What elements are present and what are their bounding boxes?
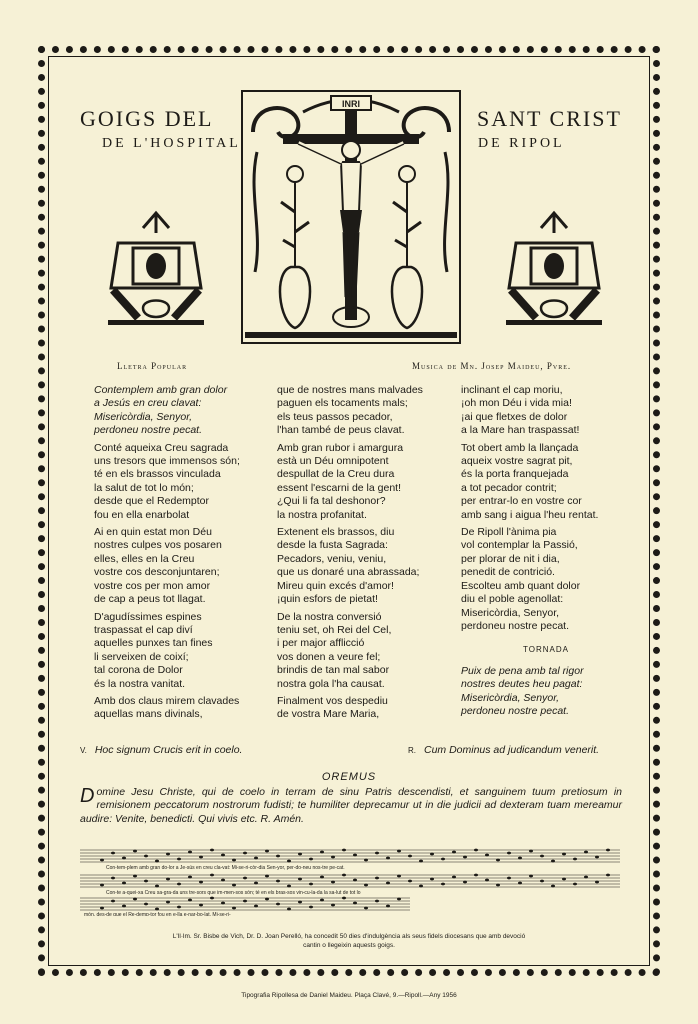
note-head (287, 885, 291, 888)
note-head (419, 885, 423, 888)
poem-column-3 (461, 384, 631, 722)
note-head (210, 874, 214, 877)
verse-line: Misericòrdia, Senyor, (94, 410, 193, 423)
verse-line: Escolteu amb quant dolor (461, 579, 581, 592)
stanza (277, 611, 457, 691)
note-head (551, 885, 555, 888)
note-head (210, 897, 214, 900)
note-head (309, 906, 313, 909)
note-head (595, 856, 599, 859)
note-head (309, 883, 313, 886)
note-head (507, 877, 511, 880)
right-emblem-icon (501, 208, 607, 328)
music-lyrics-line-2: Con-te a-quei-xa Creu sa-gra-da uns tre-sors que im-men-sos són; té en els bras-sos vin-cu-la-da la sa-lut de tot lo (106, 890, 361, 896)
note-head (133, 898, 137, 901)
note-head (320, 876, 324, 879)
verse-line: teniu set, oh Rei del Cel, (277, 623, 392, 636)
response-marker: R. (408, 746, 416, 755)
title-left: GOIGS DEL (80, 106, 214, 131)
verse-line: la nostra profanitat. (277, 508, 367, 521)
verse-line: li serveixen de coixí; (94, 650, 189, 663)
note-head (199, 881, 203, 884)
music-staff-illustration (80, 846, 620, 916)
verse-line: vol contemplar la Passió, (461, 539, 578, 552)
verse-line: ¡quin esfors de pietat! (277, 593, 378, 606)
note-head (210, 849, 214, 852)
note-head (507, 852, 511, 855)
music-lyrics-line-3: món, des-de que el Re-demp-tor fou en e-lla e-nar-bo-lat. Mi-se-ri- (84, 912, 231, 916)
note-head (298, 878, 302, 881)
note-head (199, 856, 203, 859)
note-head (551, 860, 555, 863)
note-head (188, 876, 192, 879)
note-head (100, 907, 104, 910)
note-head (309, 858, 313, 861)
note-head (243, 852, 247, 855)
note-head (606, 874, 610, 877)
verse-line: de cap a peus tot llagat. (94, 593, 206, 606)
stanza (94, 695, 272, 722)
note-head (298, 901, 302, 904)
note-head (463, 856, 467, 859)
note-head (408, 855, 412, 858)
note-head (243, 877, 247, 880)
note-head (540, 880, 544, 883)
note-head (111, 900, 115, 903)
note-head (342, 897, 346, 900)
poem-column-1 (94, 384, 272, 726)
inri-plaque: INRI (342, 99, 360, 109)
note-head (111, 852, 115, 855)
music-lyrics-line-1: Con-tem-plem amb gran do-lor a Je-sús en creu cla-vat: Mi-se-ri-còr-dia Sen-yor, per-do-neu nos-tre pe-cat. (106, 865, 345, 871)
note-head (298, 853, 302, 856)
verse-line: ¡oh mon Déu i vida mia! (461, 397, 572, 410)
verse-line: Pecadors, veniu, veniu, (277, 552, 387, 565)
note-head (144, 880, 148, 883)
note-head (375, 877, 379, 880)
note-head (232, 884, 236, 887)
verse-line: l'han també de peus clavat. (277, 424, 405, 437)
verse-line: té en els brassos vinculada (94, 468, 221, 481)
note-head (177, 906, 181, 909)
stanza (461, 442, 631, 522)
crucifix-illustration (243, 92, 459, 342)
verse-line: Conté aqueixa Creu sagrada (94, 441, 229, 454)
verse-line: la salut de tot lo món; (94, 481, 194, 494)
verse-line: els teus passos pecador, (277, 410, 393, 423)
note-head (166, 878, 170, 881)
verse-line: traspassat el cap diví (94, 623, 193, 636)
note-head (375, 852, 379, 855)
note-head (364, 907, 368, 910)
verse-line: és la porta franquejada (461, 468, 569, 481)
verse-line: Contemplem amb gran dolor (94, 384, 228, 396)
left-emblem-icon (103, 208, 209, 328)
verse-line: per plorar de nit i dia, (461, 552, 560, 565)
note-head (100, 884, 104, 887)
note-head (562, 853, 566, 856)
note-head (166, 853, 170, 856)
note-head (276, 880, 280, 883)
verse-line: està un Déu omnipotent (277, 455, 389, 468)
note-head (496, 859, 500, 862)
lyrics-credit: Lletra Popular (117, 361, 188, 371)
verse-line: desde la fusta Sagrada: (277, 539, 388, 552)
note-head (452, 851, 456, 854)
note-head (463, 881, 467, 884)
verse-line: uns tresors que immensos són; (94, 455, 240, 468)
verse-line: fou en ella enarbolat (94, 508, 190, 521)
footnote-line-1: L'Il·lm. Sr. Bisbe de Vich, Dr. D. Joan Perelló, ha concedit 50 dies d'indulgència als seus fidels diocesans que amb devoció (172, 933, 526, 940)
note-head (155, 908, 159, 911)
note-head (584, 851, 588, 854)
music-credit: Musica de Mn. Josep Maideu, Pvre. (412, 361, 572, 371)
note-head (265, 898, 269, 901)
note-head (188, 851, 192, 854)
subtitle-right: DE RIPOL (478, 136, 565, 151)
note-head (331, 904, 335, 907)
note-head (441, 883, 445, 886)
verse-line: vostre cos per mon amor (94, 579, 211, 592)
note-head (331, 881, 335, 884)
verse-line: Tot obert amb la llançada (461, 441, 579, 454)
music-score (80, 846, 620, 916)
verse-line: perdoneu nostre pecat. (94, 424, 202, 437)
poem-column-2 (277, 384, 457, 726)
note-head (155, 885, 159, 888)
note-head (518, 882, 522, 885)
verse-line: amb sang i aigua l'heu rentat. (461, 508, 599, 521)
verse-line: elles, elles en la Creu (94, 552, 195, 565)
verse-line: D'agudíssimes espines (94, 610, 202, 623)
tornada-line: Puix de pena amb tal rigor (461, 664, 584, 677)
note-head (320, 899, 324, 902)
verse-line: a Jesús en creu clavat: (94, 397, 202, 410)
verse-line: paguen els tocaments mals; (277, 397, 408, 410)
note-head (397, 898, 401, 901)
note-head (100, 859, 104, 862)
verse-line: i per major afflicció (277, 637, 365, 650)
oremus-text: omine Jesu Christe, qui de coelo in terram de sinu Patris descendisti, et sanguinem tuum pretiosum in remisionem peccatorum nostrorum fudisti; te humiliter deprecamur ut in die judicii ad dexteram tuam mereamur audire: Venite, benedicti. Qui vivis etc. R. Amén. (80, 786, 622, 825)
verse-line: essent l'escarni de la gent! (277, 481, 401, 494)
note-head (397, 850, 401, 853)
verse-line: tal corona de Dolor (94, 664, 183, 677)
note-head (518, 857, 522, 860)
response-text: Cum Dominus ad judicandum venerit. (424, 744, 600, 756)
note-head (144, 903, 148, 906)
crucifix-woodcut (241, 90, 461, 344)
note-head (221, 902, 225, 905)
note-head (540, 855, 544, 858)
tornada-heading: TORNADA (523, 645, 569, 655)
versicle-text: Hoc signum Crucis erit in coelo. (94, 744, 243, 756)
verse-line: De Ripoll l'ànima pia (461, 526, 557, 539)
note-head (595, 881, 599, 884)
note-head (122, 857, 126, 860)
note-head (287, 908, 291, 911)
verse-line: despullat de la Creu dura (277, 468, 395, 481)
verse-line: que de nostres mans malvades (277, 384, 423, 396)
note-head (485, 854, 489, 857)
verse-line: Finalment vos despediu (277, 694, 388, 707)
stanza (461, 384, 631, 438)
verse-line: aquelles punxes tan fines (94, 637, 213, 650)
stanza (94, 611, 272, 691)
title-right: SANT CRIST (477, 106, 622, 131)
note-head (485, 879, 489, 882)
verse-line: nostres culpes vos posaren (94, 539, 222, 552)
note-head (364, 859, 368, 862)
verse-line: per entrar-lo en vostre cor (461, 495, 582, 508)
note-head (221, 879, 225, 882)
note-head (320, 851, 324, 854)
verse-line: desde que el Redemptor (94, 495, 209, 508)
verse-line: Mireu quin excés d'amor! (277, 579, 394, 592)
verse-line: a la Mare han traspassat! (461, 424, 580, 437)
note-head (133, 850, 137, 853)
note-head (386, 882, 390, 885)
verse-line: perdoneu nostre pecat. (461, 619, 569, 632)
tornada-line: perdoneu nostre pecat. (461, 704, 569, 717)
note-head (254, 905, 258, 908)
verse-line: que us donaré una abrassada; (277, 566, 420, 579)
verse-line: Extenent els brassos, diu (277, 526, 395, 539)
verse-line: és la nostra vanitat. (94, 677, 186, 690)
oremus-title: OREMUS (321, 771, 377, 783)
indulgence-footnote (0, 932, 698, 950)
note-head (584, 876, 588, 879)
note-head (254, 857, 258, 860)
note-head (397, 875, 401, 878)
verse-line: vostre cos desconjuntaren; (94, 566, 220, 579)
note-head (199, 904, 203, 907)
note-head (276, 903, 280, 906)
verse-line: nostra gola l'ha causat. (277, 677, 385, 690)
note-head (386, 905, 390, 908)
note-head (111, 877, 115, 880)
response (408, 744, 599, 756)
verse-line: Amb gran rubor i amargura (277, 441, 404, 454)
verse-line: diu el poble agenollat: (461, 593, 564, 606)
note-head (353, 854, 357, 857)
stanza (277, 526, 457, 606)
verse-line: Ai en quin estat mon Déu (94, 526, 212, 539)
verse-line: ¿Qui li fa tal deshonor? (277, 495, 386, 508)
note-head (529, 875, 533, 878)
note-head (232, 907, 236, 910)
tornada-line: Misericòrdia, Senyor, (461, 691, 560, 704)
note-head (265, 875, 269, 878)
note-head (353, 902, 357, 905)
note-head (441, 858, 445, 861)
note-head (188, 899, 192, 902)
stanza (94, 384, 272, 438)
note-head (430, 853, 434, 856)
note-head (122, 905, 126, 908)
verse-line: a tot pecador contrit; (461, 481, 557, 494)
note-head (496, 884, 500, 887)
stanza (94, 526, 272, 606)
stanza (277, 384, 457, 438)
note-head (265, 850, 269, 853)
note-head (606, 849, 610, 852)
note-head (452, 876, 456, 879)
note-head (342, 874, 346, 877)
note-head (430, 878, 434, 881)
note-head (166, 901, 170, 904)
note-head (573, 858, 577, 861)
note-head (144, 855, 148, 858)
stanza (277, 695, 457, 722)
note-head (573, 883, 577, 886)
oremus-prayer (80, 786, 622, 826)
stanza (277, 442, 457, 522)
note-head (155, 860, 159, 863)
stanza (94, 442, 272, 522)
note-head (529, 850, 533, 853)
note-head (177, 858, 181, 861)
note-head (474, 849, 478, 852)
note-head (342, 849, 346, 852)
verse-line: penedit de contrició. (461, 566, 555, 579)
tornada-line: nostres deutes heu pagat: (461, 678, 583, 691)
note-head (287, 860, 291, 863)
printer-imprint: Tipografia Ripollesa de Daniel Maideu. Plaça Clavé, 9.—Ripoll.—Any 1956 (241, 992, 457, 999)
versicle-marker: V. (80, 746, 87, 755)
tornada-stanza (461, 665, 631, 719)
note-head (474, 874, 478, 877)
note-head (243, 900, 247, 903)
footnote-line-2: cantin o llegeixin aquests goigs. (303, 942, 395, 949)
note-head (375, 900, 379, 903)
verse-line: Misericòrdia, Senyor, (461, 606, 560, 619)
note-head (177, 883, 181, 886)
note-head (331, 856, 335, 859)
note-head (254, 882, 258, 885)
stanza (461, 526, 631, 633)
note-head (408, 880, 412, 883)
note-head (562, 878, 566, 881)
column-3-stanzas (461, 384, 631, 633)
note-head (133, 875, 137, 878)
verse-line: vos donen a veure fel; (277, 650, 381, 663)
note-head (364, 884, 368, 887)
note-head (276, 855, 280, 858)
verse-line: aqueix vostre sagrat pit, (461, 455, 573, 468)
verse-line: De la nostra conversió (277, 610, 382, 623)
note-head (353, 879, 357, 882)
subtitle-left: DE L'HOSPITAL (102, 136, 241, 151)
note-head (386, 857, 390, 860)
verse-line: inclinant el cap moriu, (461, 384, 563, 396)
verse-line: aquellas mans divinals, (94, 708, 203, 721)
note-head (232, 859, 236, 862)
versicle (80, 744, 242, 756)
note-head (419, 860, 423, 863)
note-head (221, 854, 225, 857)
drop-cap: D (80, 785, 95, 807)
verse-line: ¡ai que fletxes de dolor (461, 410, 568, 423)
verse-line: de vostra Mare Maria, (277, 708, 380, 721)
verse-line: Amb dos claus mirem clavades (94, 694, 240, 707)
note-head (122, 882, 126, 885)
verse-line: brindis de tan mal sabor (277, 664, 390, 677)
